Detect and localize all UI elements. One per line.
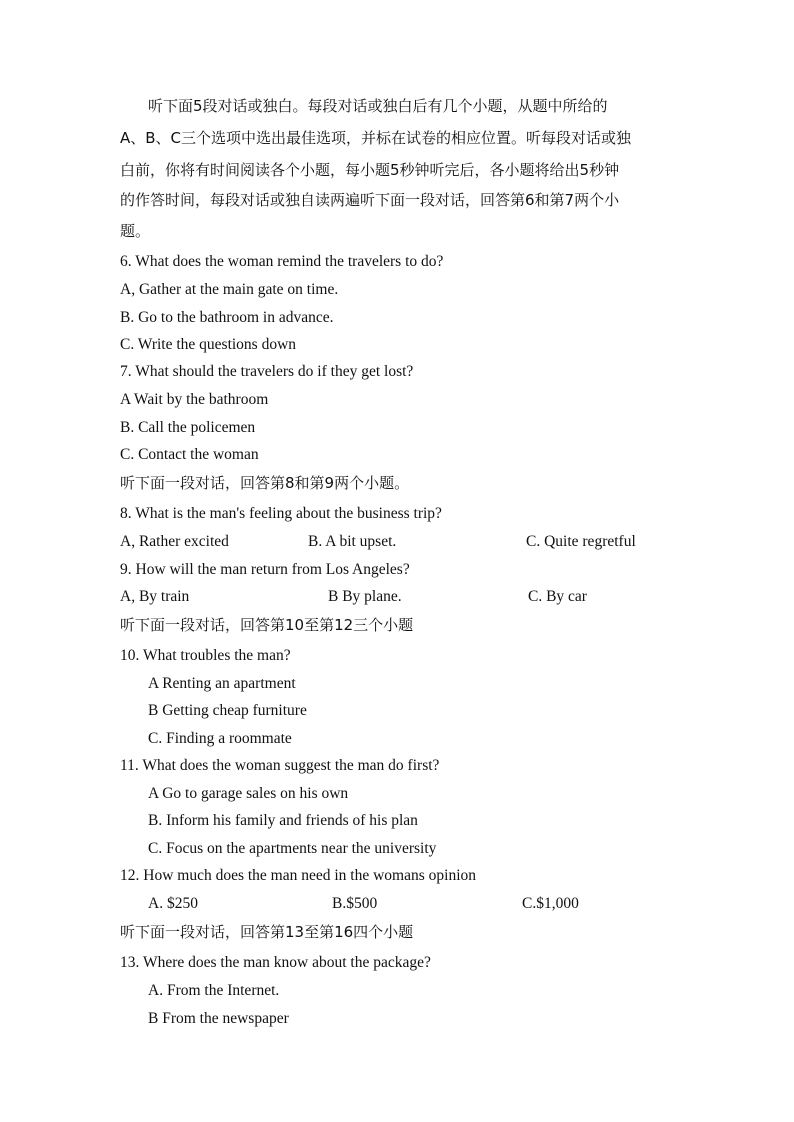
intro-line-1: 听下面5段对话或独白。每段对话或独白后有几个小题，从题中所给的 <box>148 97 608 115</box>
q12-option-c: C.$1,000 <box>522 895 579 912</box>
section-heading-4: 听下面一段对话，回答第13至第16四个小题 <box>120 923 414 941</box>
question-11: 11. What does the woman suggest the man do first? <box>120 757 440 774</box>
question-9: 9. How will the man return from Los Angeles? <box>120 561 410 578</box>
question-12: 12. How much does the man need in the womans opinion <box>120 867 477 884</box>
q9-option-b: B By plane. <box>328 588 402 605</box>
question-10: 10. What troubles the man? <box>120 647 291 664</box>
q7-option-a: A Wait by the bathroom <box>120 391 269 408</box>
intro-line-2: A、B、C三个选项中选出最佳选项，并标在试卷的相应位置。听每段对话或独 <box>120 129 632 147</box>
q7-option-c: C. Contact the woman <box>120 446 259 463</box>
q8-option-b: B. A bit upset. <box>308 533 397 550</box>
q7-option-b: B. Call the policemen <box>120 419 256 436</box>
question-8: 8. What is the man's feeling about the business trip? <box>120 505 442 522</box>
q8-option-a: A, Rather excited <box>120 533 229 550</box>
q6-option-a: A, Gather at the main gate on time. <box>120 281 339 298</box>
question-6: 6. What does the woman remind the travelers to do? <box>120 253 444 270</box>
q9-option-a: A, By train <box>120 588 190 605</box>
question-7: 7. What should the travelers do if they get lost? <box>120 363 414 380</box>
section-heading-3: 听下面一段对话，回答第10至第12三个小题 <box>120 616 414 634</box>
question-13: 13. Where does the man know about the package? <box>120 954 431 971</box>
q8-option-c: C. Quite regretful <box>526 533 636 550</box>
intro-line-3: 白前，你将有时间阅读各个小题，每小题5秒钟听完后，各小题将给出5秒钟 <box>120 161 620 179</box>
q11-option-b: B. Inform his family and friends of his plan <box>148 812 418 829</box>
q12-option-a: A. $250 <box>148 895 198 912</box>
q11-option-a: A Go to garage sales on his own <box>148 785 349 802</box>
q10-option-b: B Getting cheap furniture <box>148 702 307 719</box>
section-heading-2: 听下面一段对话，回答第8和第9两个小题。 <box>120 474 410 492</box>
q13-option-a: A. From the Internet. <box>148 982 280 999</box>
q12-option-b: B.$500 <box>332 895 378 912</box>
q13-option-b: B From the newspaper <box>148 1010 289 1027</box>
q6-option-c: C. Write the questions down <box>120 336 297 353</box>
q10-option-c: C. Finding a roommate <box>148 730 292 747</box>
q11-option-c: C. Focus on the apartments near the university <box>148 840 437 857</box>
q10-option-a: A Renting an apartment <box>148 675 296 692</box>
intro-line-5: 题。 <box>120 222 151 240</box>
intro-line-4: 的作答时间，每段对话或独自读两遍听下面一段对话，回答第6和第7两个小 <box>120 191 620 209</box>
q6-option-b: B. Go to the bathroom in advance. <box>120 309 334 326</box>
q9-option-c: C. By car <box>528 588 587 605</box>
